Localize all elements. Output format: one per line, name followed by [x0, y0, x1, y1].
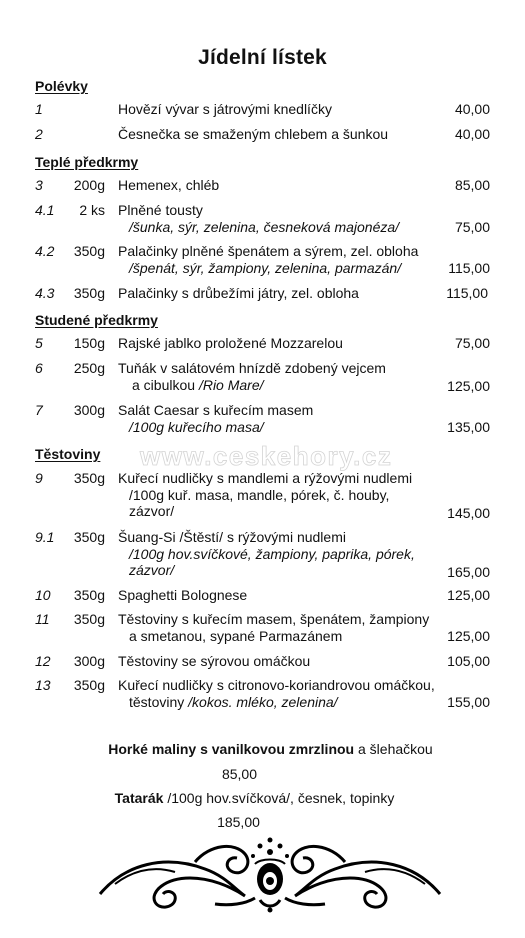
item-price: 75,00 — [454, 335, 490, 351]
item-description — [118, 243, 418, 276]
item-description — [118, 202, 399, 235]
item-description — [118, 611, 429, 644]
item-ingredients: /kokos. mléko, zelenina/ — [188, 693, 338, 710]
item-description — [118, 529, 415, 579]
item-description-line: Kuřecí nudličky s mandlemi a rýžovými nudlemi — [118, 470, 413, 486]
item-price: 165,00 — [447, 564, 490, 580]
item-weight: 350g — [73, 677, 105, 693]
item-description — [118, 360, 386, 393]
item-price: 105,00 — [447, 653, 490, 669]
item-weight: 350g — [73, 611, 105, 627]
item-description-line: Šuang-Si /Štěstí/ s rýžovými nudlemi — [118, 529, 346, 545]
item-number: 7 — [35, 402, 43, 418]
item-description — [118, 677, 435, 710]
item-price: 40,00 — [454, 101, 490, 117]
item-description-line: Těstoviny s kuřecím masem, špenátem, žampiony — [118, 611, 430, 627]
item-description-line: Palačinky plněné špenátem a sýrem, zel. obloha — [118, 243, 419, 259]
item-weight: 350g — [73, 529, 105, 545]
item-description: Palačinky s drůbežími játry, zel. obloha — [118, 285, 359, 301]
item-number: 9 — [35, 470, 43, 486]
special-tatarak — [0, 790, 517, 806]
item-description-line: Tuňák v salátovém hnízdě zdobený vejcem — [118, 360, 386, 376]
item-price: 125,00 — [447, 628, 490, 644]
item-number: 4.3 — [35, 285, 55, 301]
item-weight: 300g — [73, 402, 105, 418]
item-price: 135,00 — [447, 419, 490, 435]
item-price: 125,00 — [447, 587, 490, 603]
item-number: 11 — [35, 611, 50, 627]
decorative-ornament — [95, 834, 445, 914]
special-maliny — [8, 741, 525, 757]
special-description: a šlehačkou — [354, 741, 433, 757]
special-name: Horké maliny s vanilkovou zmrzlinou — [108, 741, 355, 757]
special-description: /100g hov.svíčková/, česnek, topinky — [163, 790, 395, 806]
item-number: 10 — [35, 587, 51, 603]
item-description-line: Salát Caesar s kuřecím masem — [118, 402, 314, 418]
special-name: Tatarák — [114, 790, 164, 806]
item-number: 9.1 — [35, 529, 55, 545]
item-description: Česnečka se smaženým chlebem a šunkou — [118, 126, 389, 142]
item-price: 40,00 — [454, 126, 490, 142]
item-description: Rajské jablko proložené Mozzarelou — [118, 335, 343, 351]
item-ingredients: /špenát, sýr, žampiony, zelenina, parmazán/ — [129, 259, 402, 276]
item-description-text: těstoviny — [129, 693, 189, 710]
item-description-line: Plněné tousty — [118, 202, 203, 218]
item-ingredients: /100g kuř. masa, mandle, pórek, č. houby, — [129, 486, 390, 503]
item-description: Hovězí vývar s játrovými knedlíčky — [118, 101, 332, 117]
item-description-line — [118, 377, 386, 394]
item-number: 1 — [35, 101, 43, 117]
item-price: 125,00 — [447, 378, 490, 394]
item-ingredients: /Rio Mare/ — [198, 376, 264, 393]
item-weight: 2 ks — [79, 202, 105, 218]
item-weight: 350g — [73, 587, 105, 603]
special-maliny-price: 85,00 — [221, 766, 258, 782]
item-description — [118, 470, 412, 520]
item-ingredients: /100g kuřecího masa/ — [129, 418, 264, 435]
item-number: 12 — [35, 653, 51, 669]
item-description-line: a smetanou, sypané Parmazánem — [129, 627, 343, 644]
item-description-line — [118, 694, 435, 711]
item-description — [118, 402, 313, 435]
item-number: 6 — [35, 360, 43, 376]
item-weight: 350g — [73, 243, 105, 259]
section-heading-testoviny: Těstoviny — [35, 446, 101, 462]
item-description-line: Kuřecí nudličky s citronovo-koriandrovou omáčkou, — [118, 677, 435, 693]
item-price: 75,00 — [454, 218, 490, 235]
item-number: 3 — [35, 177, 43, 193]
item-ingredients: /šunka, sýr, zelenina, česneková majonéza/ — [129, 218, 400, 235]
item-price: 155,00 — [447, 694, 490, 710]
item-weight: 150g — [73, 335, 105, 351]
item-price: 145,00 — [447, 505, 490, 521]
item-description: Spaghetti Bolognese — [118, 587, 248, 603]
section-heading-polevky: Polévky — [35, 78, 88, 94]
item-number: 13 — [35, 677, 51, 693]
item-weight: 350g — [73, 285, 105, 301]
item-weight: 250g — [73, 360, 105, 376]
page-title: Jídelní lístek — [198, 46, 327, 69]
section-heading-teple-predkrmy: Teplé předkrmy — [35, 154, 139, 170]
item-description: Těstoviny se sýrovou omáčkou — [118, 653, 311, 669]
item-number: 2 — [35, 126, 43, 142]
item-number: 4.1 — [35, 202, 55, 218]
special-tatarak-price: 185,00 — [217, 814, 260, 830]
item-weight: 300g — [73, 653, 105, 669]
item-weight: 350g — [73, 470, 105, 486]
item-ingredients: zázvor/ — [129, 562, 175, 578]
item-description: Hemenex, chléb — [118, 177, 220, 193]
item-price: 115,00 — [448, 259, 490, 276]
section-heading-studene-predkrmy: Studené předkrmy — [35, 312, 158, 328]
item-number: 4.2 — [35, 243, 55, 259]
item-ingredients: /100g hov.svíčkové, žampiony, paprika, pórek, — [129, 545, 415, 562]
item-price: 85,00 — [454, 177, 490, 193]
item-price: 115,00 — [446, 285, 488, 301]
item-description-text: a cibulkou — [132, 376, 199, 393]
item-weight: 200g — [73, 177, 105, 193]
item-ingredients: zázvor/ — [129, 503, 175, 519]
watermark: www.ceskehory.cz — [140, 441, 393, 471]
item-number: 5 — [35, 335, 43, 351]
